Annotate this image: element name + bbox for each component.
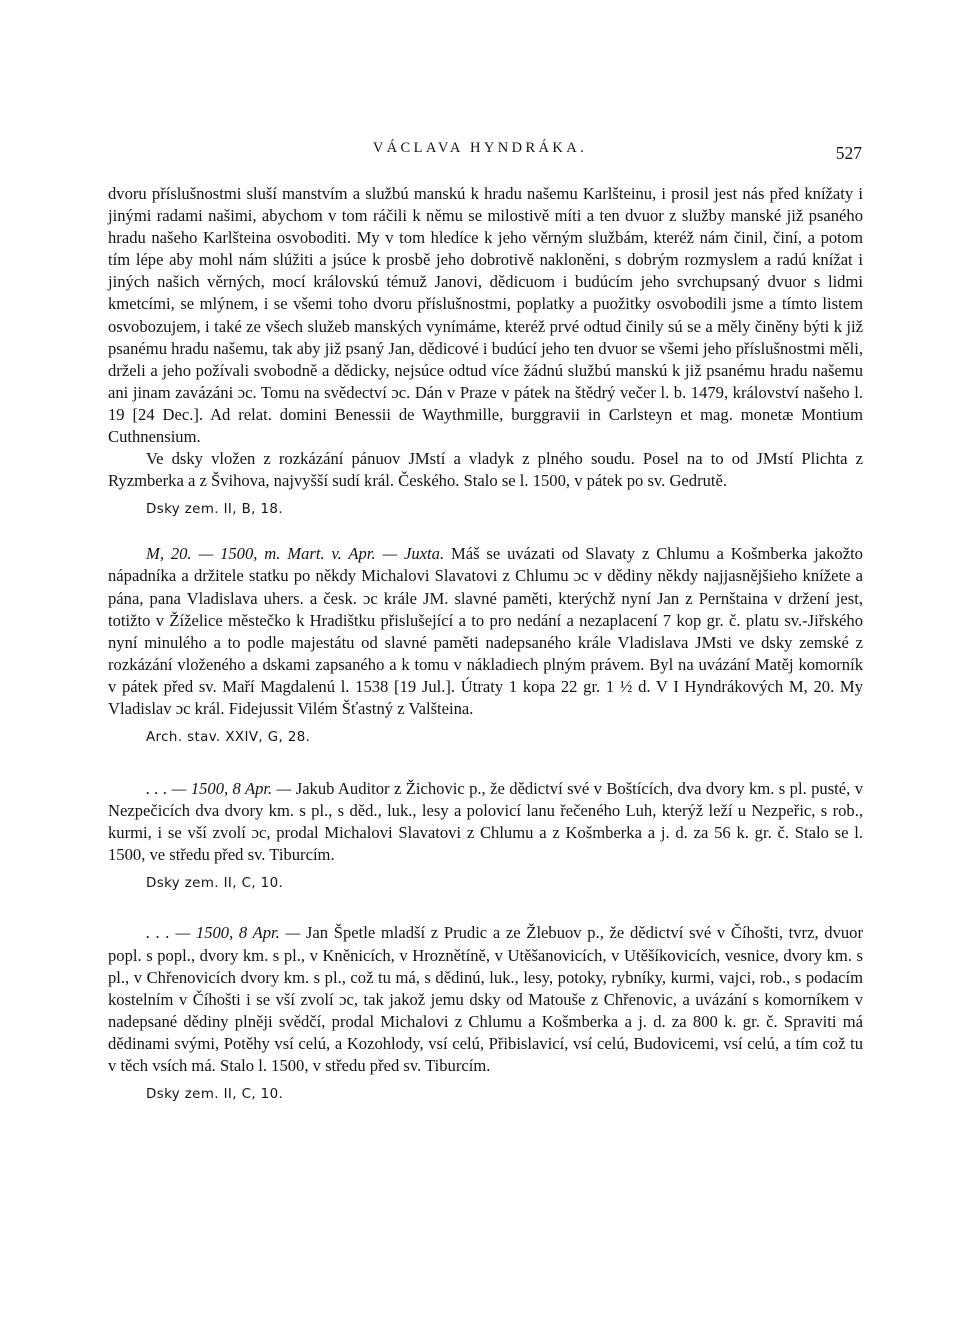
entry-text: Jan Špetle mladší z Prudic a ze Žlebuov p., že dědictví své v Číhošti, tvrz, dvuor popl. s popl., dvory km. s pl., v Kněnicích, v Hroznětíně, v Utěšanovicích, v Utěšíkovicích, vesnice, dvory km. s pl., v Chřenovicích dvory km. s pl., což tu má, s dědinú, luk., lesy, potoky, rybníky, kurmi, vajci, rob., s podacím kostelním v Číhošti i se vší zvolí ɔc, tak jakož jemu dsky od Matouše z Chřenovic, a uvázání s komorníkem v nadepsané dědiny plněji svědčí, prodal Michalovi z Chlumu a Košmberka a j. d. za 800 k. gr. č. Spraviti má dědinami svými, Potěhy vsí celú, a Kozohlody, vsí celú, Přibislavicí, vsí celú, Budovicemi, vsí celú, a tím což tu v těch vsích má. Stalo l. 1500, v středu před sv. Tiburcím. [108, 923, 863, 1075]
entry-text: Jakub Auditor z Žichovic p., že dědictví své v Boštících, dva dvory km. s pl. pusté, v Nezpečicích dva dvory km. s pl., s děd., luk., lesy a polovicí lanu řečeného Luh, kterýž leží u Nezpeřic, s rob., kurmi, i se vší zvolí ɔc, prodal Michalovi Slavatovi z Chlumu a z Košmberka a j. d. za 56 k. gr. č. Stalo se l. 1500, ve středu před sv. Tiburcím. [108, 779, 863, 865]
entry [108, 778, 863, 894]
entry-text: Máš se uvázati od Slavaty z Chlumu a Košmberka jakožto nápadníka a držitele statku po někdy Michalovi Slavatovi z Chlumu ɔc v dědiny někdy najjasnějšieho knížete a pána, pana Vladislava uhers. a česk. ɔc krále JM. slavné paměti, kterýchž nyní Jan z Pernštaina v držení jest, totižto v Žíželice městečko k Hradištku přislušející a to pro nedání a nezaplacení 7 kop gr. č. platu sv.-Jiřského nyní minulého a to podle majestátu od slavné paměti nadepsaného krále Vladislava JMsti ve dsky zemské z rozkázání vloženého a dskami zapsaného a k tomu v nákladiech plným právem. Byl na uvázání Matěj komorník v pátek před sv. Maří Magdalenú l. 1538 [19 Jul.]. Útraty 1 kopa 22 gr. 1 ½ d. V I Hyndrákových M, 20. My Vladislav ɔc král. Fidejussit Vilém Šťastný z Valšteina. [108, 544, 863, 718]
entry-paragraph [108, 543, 863, 720]
entry-paragraph: dvoru příslušnostmi sluší manstvím a službú manskú k hradu našemu Karlšteinu, i prosil jest nás před knížaty i jinými radami našimi, abychom v tom ráčili k němu se milostivě míti a ten dvuor z služby manské již psaného hradu našeho Karlšteina osvoboditi. My v tom hledíce k jeho věrným službám, kteréž nám činil, činí, a potom tím lépe aby mohl nám slúžiti a jsúce k prosbě jeho dobrotivě nakloněni, s dobrým rozmyslem a radú knížat i jiných našich věrných, mocí královskú témuž Janovi, dědicuom i budúcím jeho svrchupsaný dvuor s lidmi kmetcími, se mlýnem, i se všemi toho dvoru příslušnostmi, poplatky a puožitky osvobodili jsme a tímto listem osvobozujem, i také ze všech služeb manských vynímáme, kteréž prvé odtud činily sú se a měly činěny býti k již psanému hradu našemu, tak aby již psaný Jan, dědicové i budúcí jeho ten dvuor se všemi jeho příslušnostmi měli, drželi a jeho požívali svobodně a dědicky, nejsúce odtud více žádnú službú manskú k již psanému hradu našemu ani jinam zavázáni ɔc. Tomu na svědectví ɔc. Dán v Praze v pátek na štědrý večer l. b. 1479, království našeho l. 19 [24 Dec.]. Ad relat. domini Benessii de Waythmille, burggravii in Carlsteyn et mag. monetæ Montium Cuthnensium. [108, 184, 863, 447]
source-citation: Arch. stav. XXIV, G, 28. [146, 730, 311, 746]
source-citation: Dsky zem. II, C, 10. [146, 876, 284, 892]
source-citation: Dsky zem. II, B, 18. [146, 502, 283, 518]
page-number: 527 [835, 143, 862, 163]
entry-date-heading: . . . — 1500, 8 Apr. — [146, 923, 301, 943]
entry [108, 543, 863, 748]
source-citation: Dsky zem. II, C, 10. [146, 1087, 284, 1103]
entry-paragraph: Ve dsky vložen z rozkázání pánuov JMstí a vladyk z plného soudu. Posel na to od JMstí Plichta z Ryzmberka a z Švihova, najvyšší sudí král. Českého. Stalo se l. 1500, v pátek po sv. Gedrutě. [108, 449, 863, 491]
document-body [108, 183, 863, 1105]
entry-date-heading: . . . — 1500, 8 Apr. — [146, 779, 292, 799]
entry [108, 922, 863, 1105]
entry-paragraph [108, 922, 863, 1077]
entry-date-heading: M, 20. — 1500, m. Mart. v. Apr. — Juxta. [146, 544, 445, 564]
entry [108, 183, 863, 520]
running-title: VÁCLAVA HYNDRÁKA. [372, 140, 588, 156]
entry-paragraph [108, 778, 863, 866]
